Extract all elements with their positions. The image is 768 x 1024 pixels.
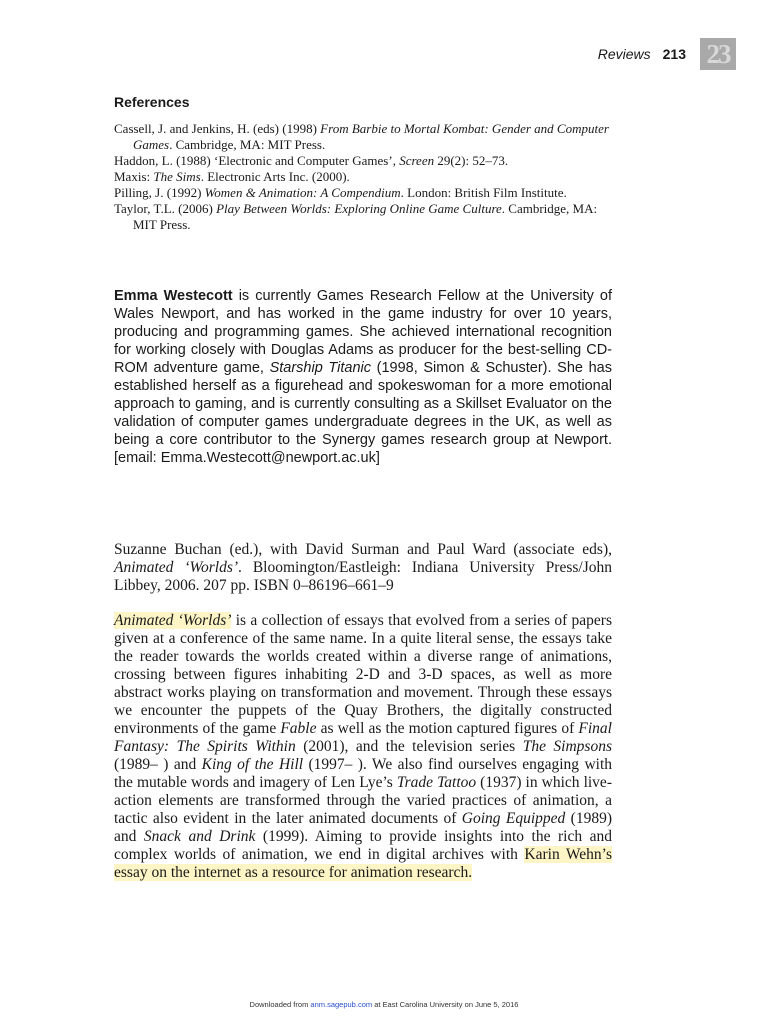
italic-title: Fable	[280, 720, 317, 737]
reference-title: From Barbie to Mortal Kombat: Gender and Computer Games	[133, 121, 609, 152]
body-text: (2001), and the television series	[295, 738, 523, 755]
italic-title: The Simpsons	[522, 738, 612, 755]
reference-post: . Cambridge, MA: MIT Press.	[169, 137, 326, 152]
reference-item	[114, 169, 612, 185]
bio-game-title: Starship Titanic	[269, 360, 371, 376]
italic-title: Going Equipped	[461, 810, 566, 827]
review-body	[114, 612, 612, 882]
italic-title: Trade Tattoo	[396, 774, 477, 791]
bio-text-1: is currently Games Research Fellow at the University of Wales Newport, and has worked in the game industry for over 10 years, producing and programming games. She achieved international recognition for working closely with Douglas Adams as producer for the best-selling CD-ROM adventure game,	[114, 288, 613, 376]
references-heading: References	[114, 94, 190, 110]
reference-pre: Pilling, J. (1992)	[114, 185, 205, 200]
bio-text-2: (1998, Simon & Schuster). She has established herself as a figurehead and spokeswoman for a more emotional approach to gaming, and is currently consulting as a Skillset Evaluator on the validation of computer games undergraduate degrees in the UK, as well as being a core contributor to the Synergy games research group at Newport. [email: Emma.Westecott@newport.ac.uk]	[114, 360, 612, 466]
italic-title: Snack and Drink	[143, 828, 256, 845]
reference-post: . London: British Film Institute.	[400, 185, 567, 200]
section-title: Reviews	[597, 46, 651, 62]
reference-title: The Sims	[153, 169, 201, 184]
reference-pre: Cassell, J. and Jenkins, H. (eds) (1998)	[114, 121, 321, 136]
review-citation	[114, 541, 612, 595]
reference-title: Screen	[399, 153, 435, 168]
body-text: (1999). Aiming to provide insights into the rich and complex worlds of animation, we end in digital archives with	[114, 828, 612, 863]
body-text: (1989) and	[114, 810, 612, 845]
page-number: 213	[662, 46, 686, 62]
body-text: (1937) in which live-action elements are transformed through the varied practices of animation, a tactic also evident in the later animated documents of	[114, 774, 612, 827]
reference-pre: Taylor, T.L. (2006)	[114, 201, 217, 216]
italic-title: Final Fantasy: The Spirits Within	[114, 720, 612, 755]
footer-post: at East Carolina University on June 5, 2016	[372, 1000, 519, 1009]
reference-item	[114, 121, 612, 153]
running-header	[598, 38, 736, 70]
reference-post: . Electronic Arts Inc. (2000).	[200, 169, 350, 184]
reference-pre: Maxis:	[114, 169, 154, 184]
issue-badge: 23	[700, 38, 736, 70]
italic-title: King of the Hill	[201, 756, 304, 773]
citation-authors: Suzanne Buchan (ed.), with David Surman and Paul Ward (associate eds),	[114, 541, 612, 558]
footer-pre: Downloaded from	[249, 1000, 311, 1009]
reference-item	[114, 153, 612, 169]
reference-title: Play Between Worlds: Exploring Online Game Culture	[216, 201, 502, 216]
citation-publisher: . Bloomington/Eastleigh: Indiana University Press/John Libbey, 2006. 207 pp. ISBN 0–86196–661–9	[114, 559, 612, 594]
highlighted-text: Animated ‘Worlds’	[114, 612, 232, 629]
body-text: is a collection of essays that evolved from a series of papers given at a conference of the same name. In a quite literal sense, the essays take the reader towards the worlds created within a diverse range of animations, crossing between figures inhabiting 2-D and 3-D spaces, as well as more abstract works playing on transformation and movement. Through these essays we encounter the puppets of the Quay Brothers, the digitally constructed environments of the game	[114, 612, 612, 737]
reference-item	[114, 185, 612, 201]
highlighted-text: Karin Wehn’s essay on the internet as a resource for animation research.	[114, 846, 612, 881]
citation-title: Animated ‘Worlds’	[114, 559, 239, 576]
references-list	[114, 121, 612, 233]
footer-link[interactable]: anm.sagepub.com	[310, 1000, 373, 1009]
author-bio	[114, 287, 612, 467]
reference-post: . Cambridge, MA: MIT Press.	[133, 201, 598, 232]
reference-item	[114, 201, 612, 233]
reference-pre: Haddon, L. (1988) ‘Electronic and Computer Games’,	[114, 153, 400, 168]
reference-title: Women & Animation: A Compendium	[204, 185, 401, 200]
body-text: as well as the motion captured figures of	[316, 720, 579, 737]
reference-post: 29(2): 52–73.	[434, 153, 509, 168]
body-text: (1989– ) and	[114, 756, 202, 773]
author-name: Emma Westecott	[114, 288, 233, 304]
body-text: (1997– ). We also find ourselves engaging with the mutable words and imagery of Len Lye’s	[114, 756, 613, 791]
download-footer	[0, 1000, 768, 1009]
